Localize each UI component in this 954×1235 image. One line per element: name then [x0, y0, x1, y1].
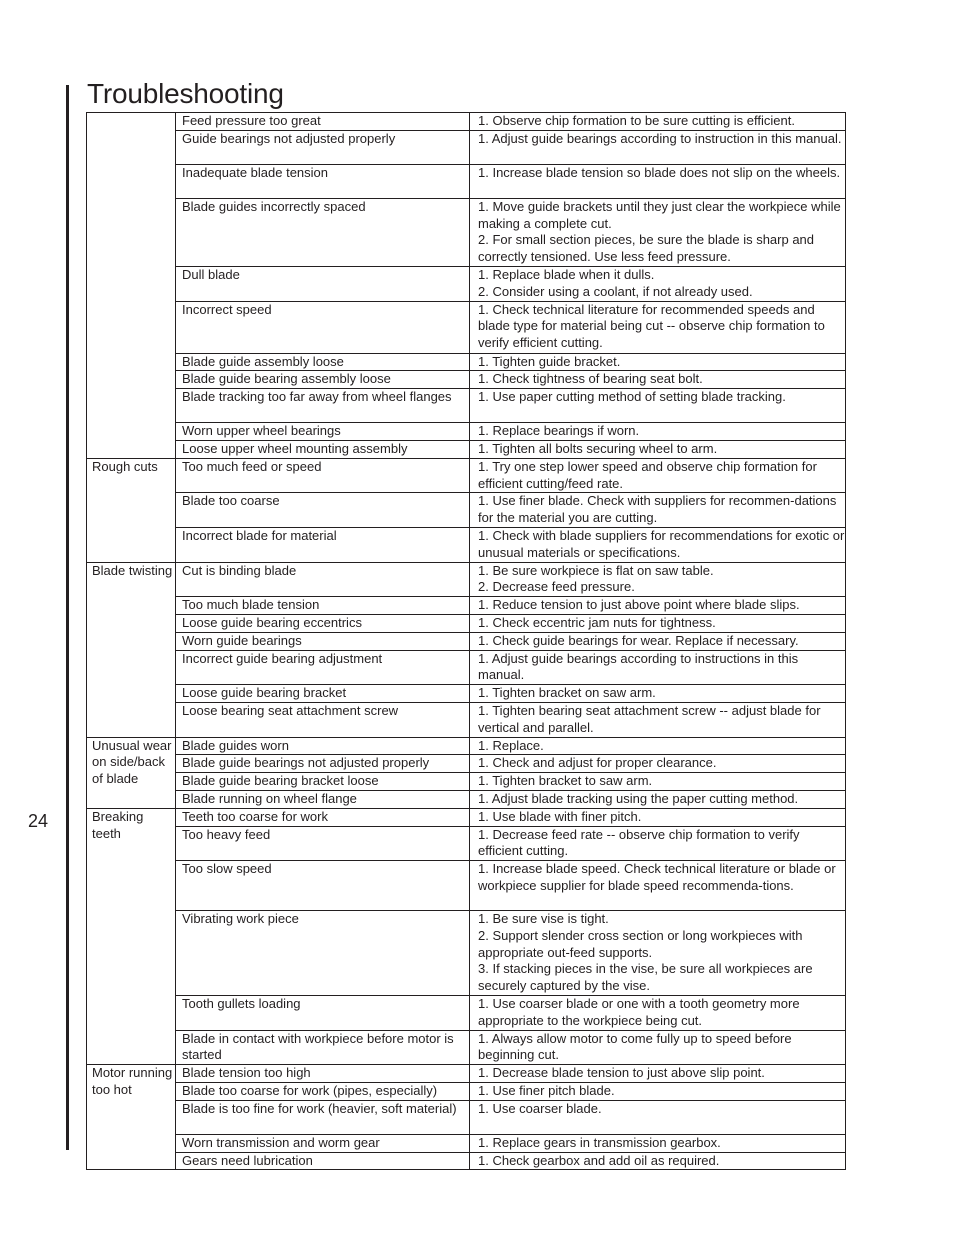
table-row [87, 737, 846, 755]
table-row [87, 790, 846, 808]
solution-step: 1. Tighten bracket to saw arm. [478, 773, 653, 789]
table-row [87, 1083, 846, 1101]
table-row [87, 389, 846, 423]
solution-cell [470, 493, 846, 528]
solution-cell [470, 702, 846, 737]
solution-cell [470, 996, 846, 1031]
solution-cell [470, 440, 846, 458]
table-row [87, 650, 846, 685]
margin-rule [66, 85, 69, 1150]
table-row [87, 996, 846, 1031]
solution-step: 1. Check with blade suppliers for recommendations for exotic or unusual materials or specifications. [478, 527, 845, 560]
solution-step: 1. Try one step lower speed and observe chip formation for efficient cutting/feed rate. [478, 458, 817, 491]
solution-cell [470, 1152, 846, 1170]
problem-cell: Breaking teeth [87, 808, 176, 1065]
table-row [87, 1134, 846, 1152]
solution-step: 2. Consider using a coolant, if not already used. [478, 283, 753, 299]
solution-step: 1. Tighten bearing seat attachment screw -- adjust blade for vertical and parallel. [478, 702, 821, 735]
table-row [87, 493, 846, 528]
solution-cell [470, 1083, 846, 1101]
solution-cell [470, 1030, 846, 1065]
solution-step: 2. Support slender cross section or long workpieces with appropriate out-feed supports. [478, 927, 803, 960]
cause-cell: Blade is too fine for work (heavier, soft material) [176, 1100, 470, 1134]
solution-step: 2. Decrease feed pressure. [478, 579, 635, 595]
cause-cell: Loose guide bearing eccentrics [176, 614, 470, 632]
solution-step: 2. For small section pieces, be sure the blade is sharp and correctly tensioned. Use less feed pressure. [478, 232, 815, 265]
solution-step: 1. Adjust guide bearings according to instructions in this manual. [478, 650, 799, 683]
solution-step: 1. Move guide brackets until they just clear the workpiece while making a complete cut. [478, 198, 841, 231]
solution-step: 1. Increase blade tension so blade does not slip on the wheels. [478, 164, 841, 180]
problem-cell [87, 113, 176, 459]
solution-step: 1. Check eccentric jam nuts for tightness. [478, 614, 716, 630]
solution-step: 1. Check technical literature for recommended speeds and blade type for material being cut -- observe chip formation to verify efficient cutting. [478, 301, 825, 351]
problem-cell: Motor running too hot [87, 1065, 176, 1170]
troubleshooting-table-body [87, 113, 846, 1170]
solution-cell [470, 685, 846, 703]
solution-cell [470, 737, 846, 755]
cause-cell: Worn upper wheel bearings [176, 423, 470, 441]
cause-cell: Blade too coarse for work (pipes, especially) [176, 1083, 470, 1101]
table-row [87, 808, 846, 826]
cause-cell: Vibrating work piece [176, 911, 470, 996]
solution-cell [470, 790, 846, 808]
solution-step: 1. Tighten guide bracket. [478, 353, 621, 369]
solution-cell [470, 266, 846, 301]
solution-step: 1. Decrease feed rate -- observe chip formation to verify efficient cutting. [478, 826, 800, 859]
solution-step: 1. Decrease blade tension to just above slip point. [478, 1065, 765, 1081]
cause-cell: Gears need lubrication [176, 1152, 470, 1170]
table-row [87, 458, 846, 493]
table-row [87, 1065, 846, 1083]
cause-cell: Blade guide bearings not adjusted properly [176, 755, 470, 773]
solution-step: 1. Replace blade when it dulls. [478, 266, 655, 282]
solution-cell [470, 423, 846, 441]
cause-cell: Blade tension too high [176, 1065, 470, 1083]
table-row [87, 614, 846, 632]
solution-step: 1. Be sure vise is tight. [478, 911, 609, 927]
solution-step: 1. Adjust guide bearings according to instruction in this manual. [478, 130, 842, 146]
table-row [87, 702, 846, 737]
table-row [87, 423, 846, 441]
solution-step: 1. Replace gears in transmission gearbox. [478, 1134, 721, 1150]
cause-cell: Blade too coarse [176, 493, 470, 528]
table-row [87, 773, 846, 791]
cause-cell: Cut is binding blade [176, 562, 470, 597]
solution-cell [470, 198, 846, 266]
table-row [87, 353, 846, 371]
table-row [87, 562, 846, 597]
solution-step: 1. Be sure workpiece is flat on saw table. [478, 562, 714, 578]
solution-cell [470, 389, 846, 423]
solution-step: 1. Check tightness of bearing seat bolt. [478, 371, 703, 387]
solution-cell [470, 1134, 846, 1152]
solution-cell [470, 911, 846, 996]
solution-cell [470, 458, 846, 493]
table-row [87, 911, 846, 996]
troubleshooting-table [86, 112, 846, 1170]
cause-cell: Tooth gullets loading [176, 996, 470, 1031]
cause-cell: Blade guide assembly loose [176, 353, 470, 371]
cause-cell: Blade tracking too far away from wheel flanges [176, 389, 470, 423]
solution-cell [470, 773, 846, 791]
solution-cell [470, 650, 846, 685]
cause-cell: Worn guide bearings [176, 632, 470, 650]
solution-step: 1. Adjust blade tracking using the paper cutting method. [478, 790, 799, 806]
solution-step: 1. Reduce tension to just above point where blade slips. [478, 597, 800, 613]
table-row [87, 826, 846, 861]
table-row [87, 130, 846, 164]
solution-step: 1. Use finer blade. Check with suppliers for recommen-dations for the material you are cutting. [478, 493, 837, 526]
solution-cell [470, 614, 846, 632]
solution-cell [470, 301, 846, 353]
solution-cell [470, 826, 846, 861]
cause-cell: Incorrect speed [176, 301, 470, 353]
cause-cell: Inadequate blade tension [176, 164, 470, 198]
solution-cell [470, 562, 846, 597]
cause-cell: Too heavy feed [176, 826, 470, 861]
table-row [87, 266, 846, 301]
problem-cell: Unusual wear on side/back of blade [87, 737, 176, 808]
table-row [87, 164, 846, 198]
solution-step: 3. If stacking pieces in the vise, be sure all workpieces are securely captured by the vise. [478, 961, 813, 994]
solution-cell [470, 597, 846, 615]
cause-cell: Loose bearing seat attachment screw [176, 702, 470, 737]
solution-step: 1. Tighten all bolts securing wheel to arm. [478, 440, 718, 456]
table-row [87, 371, 846, 389]
cause-cell: Teeth too coarse for work [176, 808, 470, 826]
cause-cell: Blade in contact with workpiece before motor is started [176, 1030, 470, 1065]
solution-step: 1. Increase blade speed. Check technical literature or blade or workpiece supplier for blade speed recommenda-tions. [478, 861, 836, 893]
table-row [87, 527, 846, 562]
cause-cell: Loose guide bearing bracket [176, 685, 470, 703]
solution-step: 1. Use blade with finer pitch. [478, 808, 642, 824]
table-row [87, 440, 846, 458]
page-number: 24 [28, 811, 49, 831]
cause-cell: Blade running on wheel flange [176, 790, 470, 808]
solution-cell [470, 164, 846, 198]
table-row [87, 685, 846, 703]
table-row [87, 198, 846, 266]
problem-cell: Blade twisting [87, 562, 176, 737]
table-row [87, 861, 846, 911]
solution-cell [470, 1065, 846, 1083]
solution-cell [470, 632, 846, 650]
cause-cell: Incorrect guide bearing adjustment [176, 650, 470, 685]
page-title: Troubleshooting [87, 78, 284, 109]
cause-cell: Feed pressure too great [176, 113, 470, 131]
solution-cell [470, 861, 846, 911]
cause-cell: Blade guide bearing bracket loose [176, 773, 470, 791]
solution-step: 1. Replace. [478, 737, 544, 753]
solution-step: 1. Tighten bracket on saw arm. [478, 685, 656, 701]
solution-step: 1. Check guide bearings for wear. Replace if necessary. [478, 632, 799, 648]
solution-step: 1. Always allow motor to come fully up to speed before beginning cut. [478, 1030, 792, 1063]
cause-cell: Too much blade tension [176, 597, 470, 615]
table-row [87, 301, 846, 353]
problem-cell: Rough cuts [87, 458, 176, 562]
solution-cell [470, 755, 846, 773]
solution-step: 1. Replace bearings if worn. [478, 423, 640, 439]
cause-cell: Worn transmission and worm gear [176, 1134, 470, 1152]
cause-cell: Guide bearings not adjusted properly [176, 130, 470, 164]
table-row [87, 632, 846, 650]
cause-cell: Blade guides incorrectly spaced [176, 198, 470, 266]
solution-step: 1. Use coarser blade. [478, 1100, 602, 1116]
table-row [87, 597, 846, 615]
solution-step: 1. Use paper cutting method of setting blade tracking. [478, 389, 786, 405]
solution-cell [470, 130, 846, 164]
cause-cell: Incorrect blade for material [176, 527, 470, 562]
table-row [87, 1030, 846, 1065]
solution-step: 1. Check gearbox and add oil as required. [478, 1152, 720, 1168]
cause-cell: Dull blade [176, 266, 470, 301]
cause-cell: Loose upper wheel mounting assembly [176, 440, 470, 458]
solution-cell [470, 1100, 846, 1134]
solution-step: 1. Use coarser blade or one with a tooth geometry more appropriate to the workpiece being cut. [478, 996, 800, 1028]
table-row [87, 113, 846, 131]
solution-cell [470, 371, 846, 389]
solution-step: 1. Use finer pitch blade. [478, 1083, 615, 1099]
cause-cell: Too much feed or speed [176, 458, 470, 493]
solution-step: 1. Check and adjust for proper clearance. [478, 755, 717, 771]
table-row [87, 1100, 846, 1134]
solution-cell [470, 353, 846, 371]
cause-cell: Too slow speed [176, 861, 470, 911]
table-row [87, 1152, 846, 1170]
table-row [87, 755, 846, 773]
solution-cell [470, 808, 846, 826]
solution-cell [470, 527, 846, 562]
cause-cell: Blade guides worn [176, 737, 470, 755]
solution-cell [470, 113, 846, 131]
cause-cell: Blade guide bearing assembly loose [176, 371, 470, 389]
solution-step: 1. Observe chip formation to be sure cutting is efficient. [478, 113, 795, 128]
